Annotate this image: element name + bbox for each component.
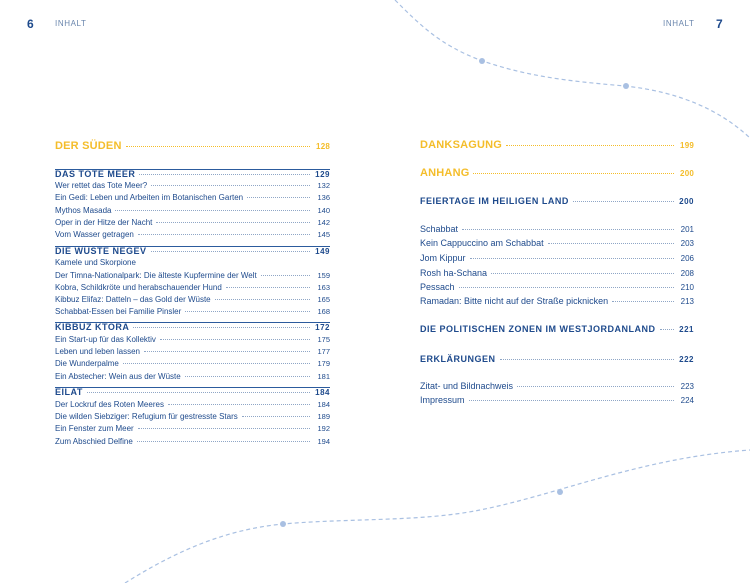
toc-leader-dots bbox=[491, 272, 674, 274]
toc-entry-title: Oper in der Hitze der Nacht bbox=[55, 218, 153, 227]
toc-page-number: 149 bbox=[315, 247, 330, 256]
toc-leader-dots bbox=[261, 274, 310, 276]
toc-entry[interactable] bbox=[55, 347, 330, 356]
toc-entry-title: Zum Abschied Delfine bbox=[55, 437, 133, 446]
toc-entry[interactable] bbox=[420, 238, 694, 248]
toc-leader-dots bbox=[160, 338, 310, 340]
toc-entry[interactable] bbox=[55, 181, 330, 190]
toc-entry[interactable] bbox=[55, 193, 330, 202]
toc-entry-title: Ein Fenster zum Meer bbox=[55, 424, 134, 433]
toc-leader-dots bbox=[548, 242, 674, 244]
toc-entry-title: Wer rettet das Tote Meer? bbox=[55, 181, 148, 190]
toc-entry-title: Die wilden Siebziger: Refugium für gestresste Stars bbox=[55, 412, 238, 421]
toc-page-number: 200 bbox=[680, 169, 694, 178]
left-running-head: INHALT bbox=[55, 19, 87, 28]
toc-entry-title: Kibbuz Elifaz: Datteln – das Gold der Wüste bbox=[55, 295, 211, 304]
toc-entry-title: Der Lockruf des Roten Meeres bbox=[55, 400, 164, 409]
toc-entry-title: DANKSAGUNG bbox=[420, 139, 503, 151]
toc-leader-dots bbox=[137, 440, 310, 442]
toc-leader-dots bbox=[133, 326, 310, 328]
toc-leader-dots bbox=[87, 391, 310, 393]
toc-entry-title: Jom Kippur bbox=[420, 253, 466, 263]
toc-leader-dots bbox=[226, 286, 310, 288]
toc-leader-dots bbox=[469, 399, 674, 401]
toc-page-number: 201 bbox=[680, 225, 694, 234]
toc-page-number: 132 bbox=[317, 181, 330, 190]
toc-entry[interactable] bbox=[55, 258, 330, 267]
toc-page-number: 159 bbox=[317, 271, 330, 280]
toc-entry-title: Rosh ha-Schana bbox=[420, 268, 488, 278]
toc-entry-title: Ein Abstecher: Wein aus der Wüste bbox=[55, 372, 181, 381]
toc-leader-dots bbox=[247, 196, 310, 198]
toc-entry-title: Ein Gedi: Leben und Arbeiten im Botanischen Garten bbox=[55, 193, 244, 202]
toc-entry-title: DER SÜDEN bbox=[55, 140, 122, 152]
toc-leader-dots bbox=[506, 144, 674, 146]
toc-leader-dots bbox=[151, 184, 310, 186]
toc-entry[interactable] bbox=[55, 372, 330, 381]
toc-page-number: 203 bbox=[680, 239, 694, 248]
toc-entry[interactable] bbox=[420, 282, 694, 292]
toc-leader-dots bbox=[123, 362, 310, 364]
toc-entry-title: DAS TOTE MEER bbox=[55, 169, 136, 179]
toc-page-number: 208 bbox=[680, 269, 694, 278]
toc-page-number: 175 bbox=[317, 335, 330, 344]
path-dot-icon bbox=[623, 83, 629, 89]
toc-page-number: 224 bbox=[680, 396, 694, 405]
toc-entry-title: Zitat- und Bildnachweis bbox=[420, 381, 514, 391]
toc-entry[interactable] bbox=[55, 169, 330, 179]
toc-page-number: 206 bbox=[680, 254, 694, 263]
toc-entry-title: ANHANG bbox=[420, 167, 470, 179]
toc-entry[interactable] bbox=[55, 387, 330, 397]
toc-entry-title: ERKLÄRUNGEN bbox=[420, 354, 496, 364]
left-page-number: 6 bbox=[27, 17, 34, 31]
toc-leader-dots bbox=[473, 172, 674, 174]
right-running-head: INHALT bbox=[663, 19, 695, 28]
toc-entry-title: KIBBUZ KTORA bbox=[55, 322, 130, 332]
toc-entry-title: EILAT bbox=[55, 387, 83, 397]
toc-page-number: 172 bbox=[315, 323, 330, 332]
toc-entry[interactable] bbox=[420, 167, 694, 179]
toc-leader-dots bbox=[126, 145, 310, 147]
toc-page-number: 192 bbox=[317, 424, 330, 433]
toc-leader-dots bbox=[185, 375, 310, 377]
toc-page-number: 128 bbox=[316, 142, 330, 151]
toc-entry[interactable] bbox=[55, 335, 330, 344]
toc-leader-dots bbox=[151, 250, 310, 252]
toc-leader-dots bbox=[470, 257, 674, 259]
toc-entry-title: Die Wunderpalme bbox=[55, 359, 119, 368]
toc-entry[interactable] bbox=[420, 354, 694, 364]
toc-entry[interactable] bbox=[420, 224, 694, 234]
toc-leader-dots bbox=[138, 233, 310, 235]
toc-entry[interactable] bbox=[55, 424, 330, 433]
toc-leader-dots bbox=[612, 300, 674, 302]
toc-page-number: 184 bbox=[315, 388, 330, 397]
path-dot-icon bbox=[280, 521, 286, 527]
toc-entry[interactable] bbox=[420, 253, 694, 263]
toc-page-number: 210 bbox=[680, 283, 694, 292]
toc-entry-title: DIE WÜSTE NEGEV bbox=[55, 246, 147, 256]
toc-entry[interactable] bbox=[55, 295, 330, 304]
toc-entry[interactable] bbox=[420, 381, 694, 391]
toc-entry[interactable] bbox=[55, 359, 330, 368]
toc-page-number: 222 bbox=[679, 355, 694, 364]
toc-page-number: 200 bbox=[679, 197, 694, 206]
toc-page-number: 129 bbox=[315, 170, 330, 179]
toc-page-number: 177 bbox=[317, 347, 330, 356]
toc-entry-title: FEIERTAGE IM HEILIGEN LAND bbox=[420, 196, 569, 206]
toc-entry-title: Schabbat bbox=[420, 224, 459, 234]
toc-page-number: 213 bbox=[680, 297, 694, 306]
toc-leader-dots bbox=[156, 221, 310, 223]
toc-entry-title: Mythos Masada bbox=[55, 206, 112, 215]
toc-entry[interactable] bbox=[55, 412, 330, 421]
toc-page-number: 181 bbox=[317, 372, 330, 381]
toc-leader-dots bbox=[500, 358, 674, 360]
toc-leader-dots bbox=[242, 415, 310, 417]
toc-entry[interactable] bbox=[55, 322, 330, 332]
toc-leader-dots bbox=[115, 209, 310, 211]
toc-page-number: 165 bbox=[317, 295, 330, 304]
toc-entry-title: Der Timna-Nationalpark: Die älteste Kupfermine der Welt bbox=[55, 271, 257, 280]
toc-entry-title: Kamele und Skorpione bbox=[55, 258, 136, 267]
toc-page-number: 136 bbox=[317, 193, 330, 202]
toc-entry[interactable] bbox=[55, 283, 330, 292]
toc-page-number: 145 bbox=[317, 230, 330, 239]
toc-entry[interactable] bbox=[55, 271, 330, 280]
toc-leader-dots bbox=[573, 200, 674, 202]
toc-leader-dots bbox=[215, 298, 310, 300]
toc-entry-title: Schabbat-Essen bei Familie Pinsler bbox=[55, 307, 182, 316]
toc-leader-dots bbox=[139, 173, 310, 175]
toc-leader-dots bbox=[144, 350, 310, 352]
path-dot-icon bbox=[479, 58, 485, 64]
right-page-number: 7 bbox=[716, 17, 723, 31]
toc-page-number: 179 bbox=[317, 359, 330, 368]
toc-entry[interactable] bbox=[55, 230, 330, 239]
toc-entry-title: Vom Wasser getragen bbox=[55, 230, 134, 239]
toc-entry[interactable] bbox=[55, 307, 330, 316]
toc-page-number: 221 bbox=[679, 325, 694, 334]
toc-page-number: 199 bbox=[680, 141, 694, 150]
toc-page-number: 223 bbox=[680, 382, 694, 391]
toc-entry-title: Kein Cappuccino am Schabbat bbox=[420, 238, 544, 248]
toc-entry-title: Kobra, Schildkröte und herabschauender Hund bbox=[55, 283, 222, 292]
toc-page-number: 189 bbox=[317, 412, 330, 421]
toc-leader-dots bbox=[517, 385, 674, 387]
toc-entry[interactable] bbox=[420, 139, 694, 151]
toc-entry[interactable] bbox=[55, 400, 330, 409]
toc-page-number: 163 bbox=[317, 283, 330, 292]
toc-page-number: 194 bbox=[317, 437, 330, 446]
toc-leader-dots bbox=[168, 403, 310, 405]
toc-leader-dots bbox=[462, 228, 674, 230]
toc-entry[interactable] bbox=[420, 395, 694, 405]
toc-page-number: 140 bbox=[317, 206, 330, 215]
toc-entry[interactable] bbox=[420, 268, 694, 278]
toc-entry[interactable] bbox=[420, 196, 694, 206]
toc-leader-dots bbox=[660, 328, 674, 330]
toc-page-number: 142 bbox=[317, 218, 330, 227]
toc-entry[interactable] bbox=[55, 246, 330, 256]
toc-entry[interactable] bbox=[420, 324, 694, 334]
toc-leader-dots bbox=[459, 286, 674, 288]
toc-entry-title: Leben und leben lassen bbox=[55, 347, 140, 356]
toc-entry-title: Impressum bbox=[420, 395, 465, 405]
toc-entry-title: Ramadan: Bitte nicht auf der Straße picknicken bbox=[420, 296, 609, 306]
toc-entry[interactable] bbox=[55, 218, 330, 227]
toc-entry[interactable] bbox=[55, 437, 330, 446]
toc-entry-title: Ein Start-up für das Kollektiv bbox=[55, 335, 156, 344]
toc-leader-dots bbox=[138, 427, 310, 429]
toc-leader-dots bbox=[185, 310, 310, 312]
toc-page-number: 184 bbox=[317, 400, 330, 409]
toc-page-number: 168 bbox=[317, 307, 330, 316]
toc-entry-title: Pessach bbox=[420, 282, 455, 292]
path-dot-icon bbox=[557, 489, 563, 495]
toc-entry[interactable] bbox=[55, 140, 330, 152]
toc-entry[interactable] bbox=[55, 206, 330, 215]
toc-entry[interactable] bbox=[420, 296, 694, 306]
toc-entry-title: DIE POLITISCHEN ZONEN IM WESTJORDANLAND bbox=[420, 324, 656, 334]
